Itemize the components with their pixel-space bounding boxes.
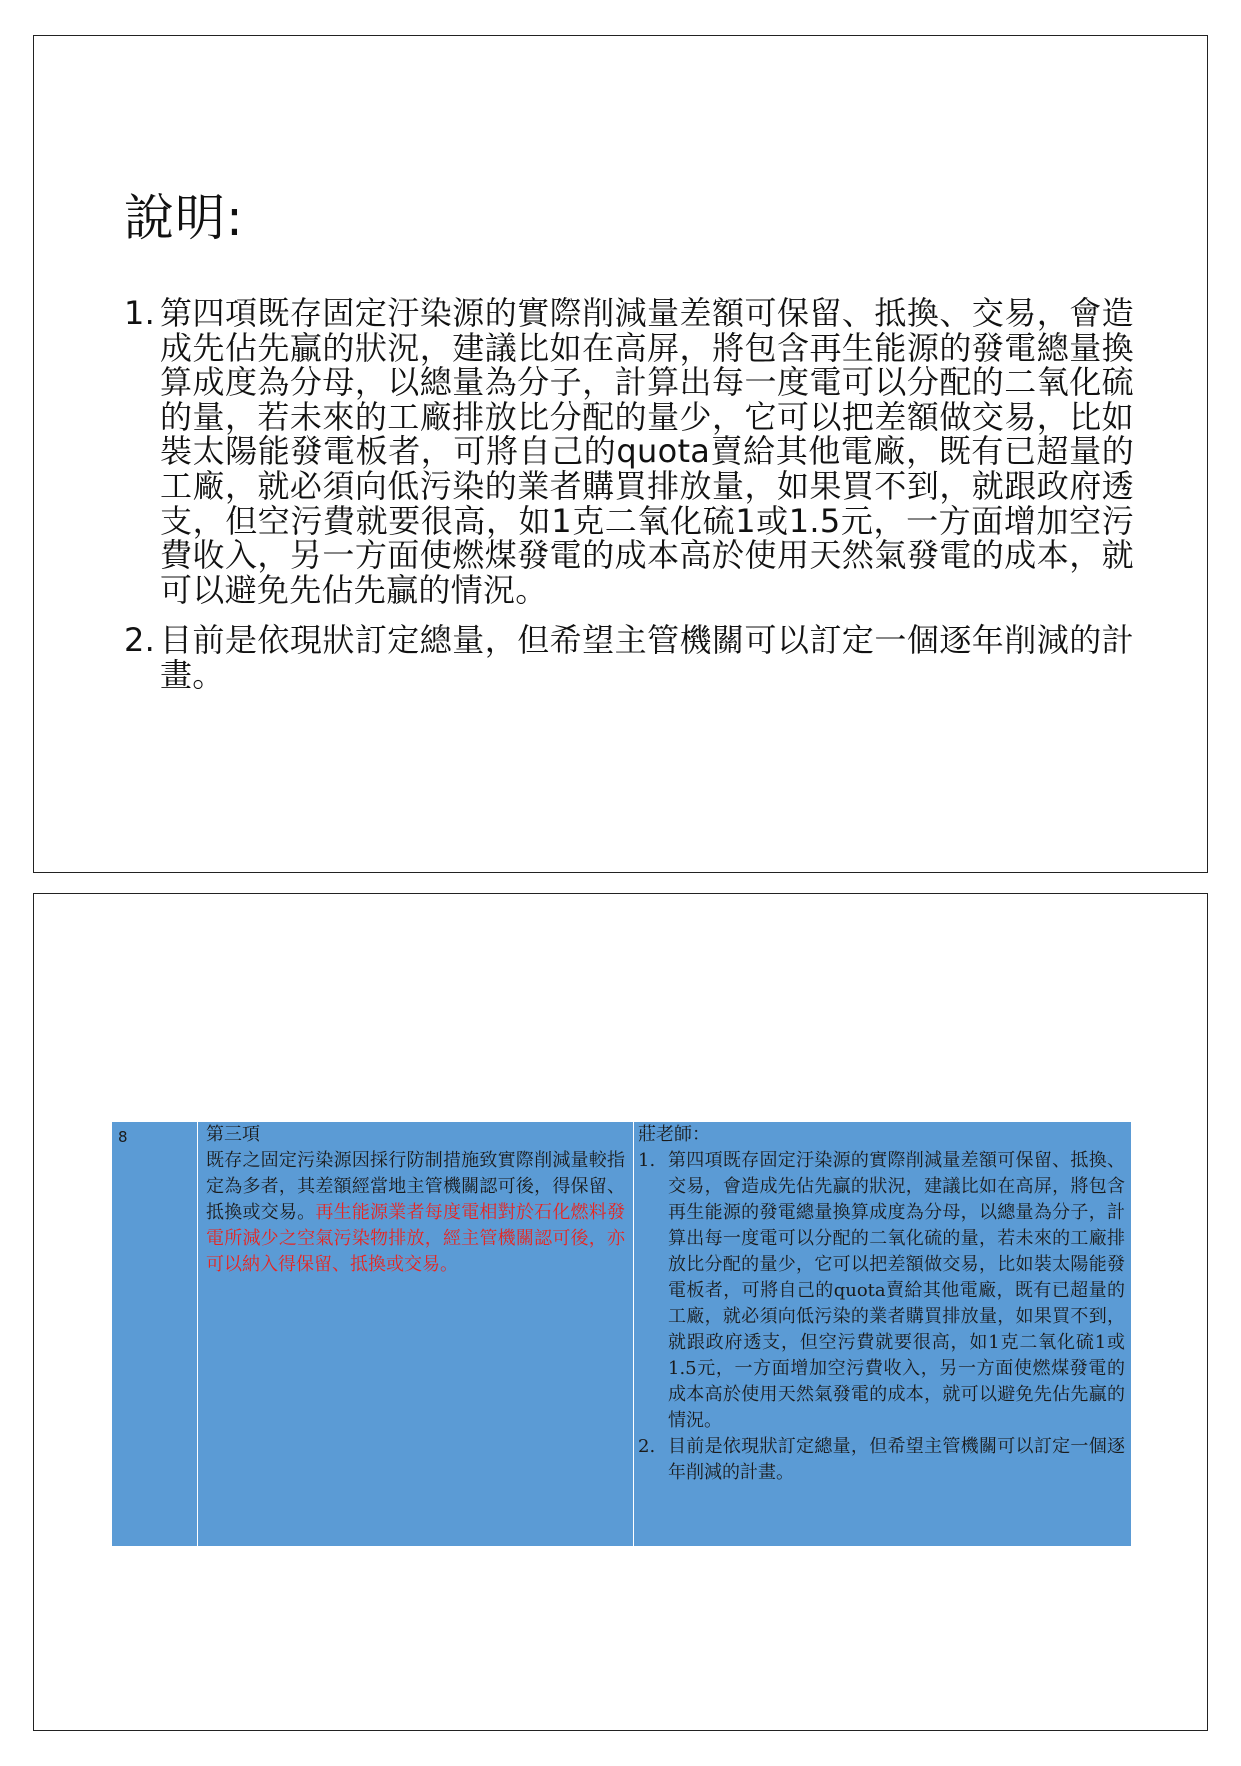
article-cell — [197, 1122, 633, 1546]
article-text — [206, 1148, 625, 1278]
note-item — [124, 623, 1134, 692]
comment-text: 第四項既存固定汙染源的實際削減量差額可保留、抵換、交易，會造成先佔先贏的狀況，建議比如在高屏，將包含再生能源的發電總量換算成度為分母，以總量為分子，計算出每一度電可以分配的二氧化硫的量，若未來的工廠排放比分配的量少，它可以把差額做交易，比如裝太陽能發電板者，可將自己的quota賣給其他電廠，既有已超量的工廠，就必須向低污染的業者購買排放量，如果買不到，就跟政府透支，但空污費就要很高，如1克二氧化硫1或1.5元，一方面增加空污費收入，另一方面使燃煤發電的成本高於使用天然氣發電的成本，就可以避免先佔先贏的情況。 — [668, 1150, 1125, 1431]
row-number: 8 — [118, 1128, 128, 1146]
slide-title: 說明: — [124, 189, 244, 247]
comment-number: 1. — [638, 1150, 656, 1171]
row-number-cell — [112, 1122, 197, 1546]
note-number: 2. — [124, 621, 156, 660]
comment-text: 目前是依現狀訂定總量，但希望主管機關可以訂定一個逐年削減的計畫。 — [668, 1436, 1125, 1483]
comment-item — [638, 1434, 1125, 1486]
note-text: 目前是依現狀訂定總量，但希望主管機關可以訂定一個逐年削減的計畫。 — [160, 621, 1134, 694]
note-item — [124, 296, 1134, 607]
comment-number: 2. — [638, 1436, 656, 1457]
article-body: 既存之固定污染源因採行防制措施致實際削減量較指定為多者，其差額經當地主管機關認可後，得保留、抵換或交易。 — [206, 1150, 625, 1223]
comment-item — [638, 1148, 1125, 1434]
slide-frame-2 — [33, 893, 1208, 1731]
comment-heading: 莊老師： — [638, 1124, 710, 1145]
notes-list — [124, 296, 1134, 709]
note-text: 第四項既存固定汙染源的實際削減量差額可保留、抵換、交易，會造成先佔先贏的狀況，建議比如在高屏，將包含再生能源的發電總量換算成度為分母，以總量為分子，計算出每一度電可以分配的二氧化硫的量，若未來的工廠排放比分配的量少，它可以把差額做交易，比如裝太陽能發電板者，可將自己的quota賣給其他電廠，既有已超量的工廠，就必須向低污染的業者購買排放量，如果買不到，就跟政府透支，但空污費就要很高，如1克二氧化硫1或1.5元，一方面增加空污費收入，另一方面使燃煤發電的成本高於使用天然氣發電的成本，就可以避免先佔先贏的情況。 — [160, 294, 1134, 609]
article-heading: 第三項 — [206, 1124, 260, 1145]
comment-list — [638, 1148, 1125, 1486]
note-number: 1. — [124, 294, 156, 332]
comment-cell — [633, 1122, 1131, 1546]
slide-frame-1 — [33, 35, 1208, 873]
comment-table — [112, 1122, 1131, 1546]
article-amendment: 再生能源業者每度電相對於石化燃料發電所減少之空氣污染物排放，經主管機關認可後，亦可以納入得保留、抵換或交易。 — [206, 1202, 626, 1275]
